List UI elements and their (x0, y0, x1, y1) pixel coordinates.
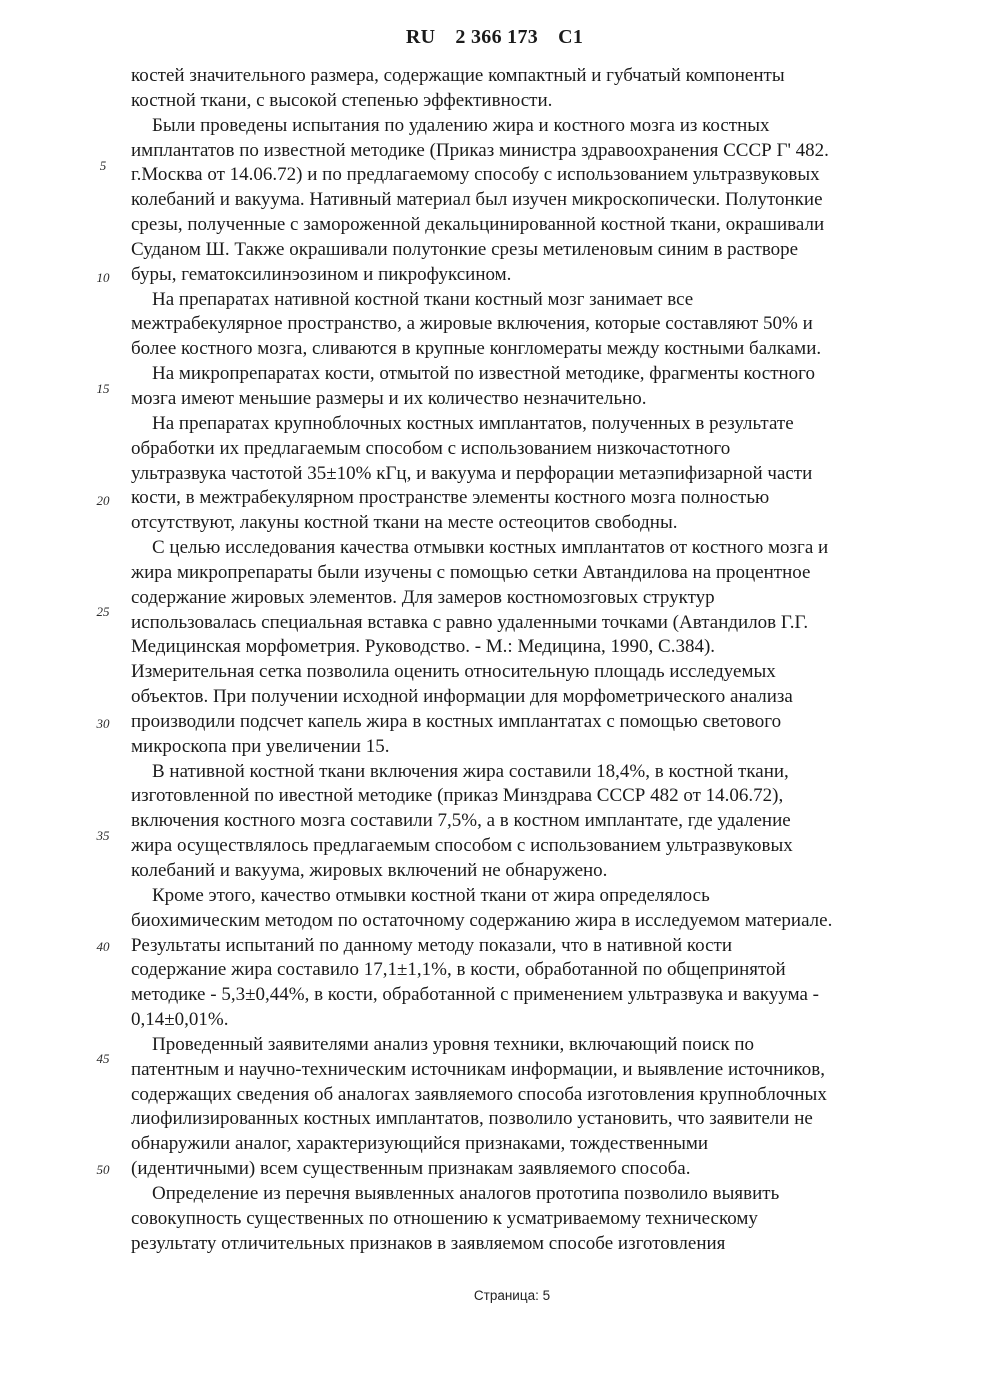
line-number: 50 (96, 1162, 110, 1178)
line-number: 20 (96, 492, 110, 508)
text-line: содержание жира составило 17,1±1,1%, в кости, обработанной по общепринятой (131, 959, 786, 981)
document-body (131, 64, 921, 1257)
text-line: Проведенный заявителями анализ уровня техники, включающий поиск по (152, 1033, 755, 1055)
text-line: межтрабекулярное пространство, а жировые включения, которые составляют 50% и (131, 313, 813, 335)
line-number: 35 (96, 827, 110, 843)
line-number: 25 (96, 604, 110, 620)
text-line: имплантатов по известной методике (Приказ министра здравоохранения СССР Г' 482. (131, 139, 829, 161)
text-line: жира микропрепараты были изучены с помощью сетки Автандилова на процентное (131, 561, 811, 583)
text-line: костной ткани, с высокой степенью эффективности. (131, 89, 553, 111)
line-number: 30 (96, 716, 110, 731)
text-line: Медицинская морфометрия. Руководство. - М.: Медицина, 1990, С.384). (131, 636, 716, 658)
text-line: кости, в межтрабекулярном пространстве элементы костного мозга полностью (131, 487, 770, 509)
page-footer (131, 1288, 893, 1303)
text-line: Суданом Ш. Также окрашивали полутонкие срезы метиленовым синим в растворе (131, 238, 799, 260)
text-line: более костного мозга, сливаются в крупные конгломераты между костными балками. (131, 338, 822, 360)
kind-code: C1 (558, 26, 584, 48)
text-line: биохимическим методом по остаточному содержанию жира в исследуемом материале. (131, 909, 833, 931)
text-line: срезы, полученные с замороженной декальцинированной костной ткани, окрашивали (131, 214, 825, 236)
text-line: объектов. При получении исходной информации для морфометрического анализа (131, 686, 793, 708)
text-line: результату отличительных признаков в заявляемом способе изготовления (131, 1232, 726, 1254)
text-line: ультразвука частотой 35±10% кГц, и вакуума и перфорации метаэпифизарной части (131, 462, 813, 484)
text-line: патентным и научно-техническим источникам информации, и выявление источников, (131, 1058, 826, 1080)
text-line: обработки их предлагаемым способом с использованием низкочастотного (131, 437, 731, 459)
country-code: RU (405, 26, 436, 48)
text-line: Были проведены испытания по удалению жира и костного мозга из костных (152, 114, 770, 136)
text-line: 0,14±0,01%. (131, 1009, 229, 1031)
line-number: 5 (99, 158, 107, 173)
text-line: содержащих сведения об аналогах заявляемого способа изготовления крупноблочных (131, 1083, 827, 1105)
text-line: совокупность существенных по отношению к усматриваемому техническому (131, 1207, 758, 1229)
text-line: Определение из перечня выявленных аналогов прототипа позволило выявить (152, 1182, 780, 1204)
text-line: буры, гематоксилинэозином и пикрофуксином. (131, 263, 512, 285)
line-number: 15 (96, 381, 110, 397)
text-line: методике - 5,3±0,44%, в кости, обработанной с применением ультразвука и вакуума - (131, 984, 819, 1006)
text-line: включения костного мозга составили 7,5%, а в костном имплантате, где удаление (131, 810, 791, 832)
page-number-label: Страница: 5 (473, 1288, 551, 1303)
text-line: производили подсчет капель жира в костных имплантатах с помощью светового (131, 710, 782, 732)
text-line: отсутствуют, лакуны костной ткани на месте остеоцитов свободны. (131, 512, 678, 534)
text-line: На препаратах нативной костной ткани костный мозг занимает все (152, 288, 694, 310)
text-line: Результаты испытаний по данному методу показали, что в нативной кости (131, 934, 733, 956)
text-line: На микропрепаратах кости, отмытой по известной методике, фрагменты костного (152, 363, 816, 385)
line-number: 40 (96, 939, 110, 955)
text-line: (идентичными) всем существенным признакам заявляемого способа. (131, 1158, 691, 1180)
text-line: Кроме этого, качество отмывки костной ткани от жира определялось (152, 884, 710, 906)
text-line: С целью исследования качества отмывки костных имплантатов от костного мозга и (152, 537, 829, 559)
text-line: В нативной костной ткани включения жира составили 18,4%, в костной ткани, (152, 760, 789, 782)
line-number: 45 (96, 1050, 110, 1066)
text-line: жира осуществлялось предлагаемым способом с использованием ультразвуковых (131, 835, 793, 857)
text-line: г.Москва от 14.06.72) и по предлагаемому способу с использованием ультразвуковых (131, 164, 820, 186)
text-line: содержание жировых элементов. Для замеров костномозговых структур (131, 586, 715, 608)
text-line: использовалась специальная вставка с равно удаленными точками (Автандилов Г.Г. (131, 611, 809, 633)
document-number-header (0, 26, 989, 49)
text-line: лиофилизированных костных имплантатов, позволило установить, что заявители не (131, 1108, 813, 1130)
text-line: мозга имеют меньшие размеры и их количество незначительно. (131, 387, 647, 409)
text-line: колебаний и вакуума. Нативный материал был изучен микроскопически. Полутонкие (131, 189, 823, 211)
text-line: Измерительная сетка позволила оценить относительную площадь исследуемых (131, 661, 776, 683)
text-line: обнаружили аналог, характеризующийся признаками, тождественными (131, 1133, 709, 1155)
line-number-margin (0, 0, 130, 1400)
text-line: На препаратах крупноблочных костных имплантатов, полученных в результате (152, 412, 794, 434)
text-line: костей значительного размера, содержащие компактный и губчатый компоненты (131, 65, 785, 86)
text-line: микроскопа при увеличении 15. (131, 735, 390, 757)
line-number: 10 (96, 269, 110, 285)
publication-number: 2 366 173 (455, 26, 539, 48)
text-line: изготовленной по ивестной методике (приказ Минздрава СССР 482 от 14.06.72), (131, 785, 784, 807)
text-line: колебаний и вакуума, жировых включений не обнаружено. (131, 860, 608, 881)
